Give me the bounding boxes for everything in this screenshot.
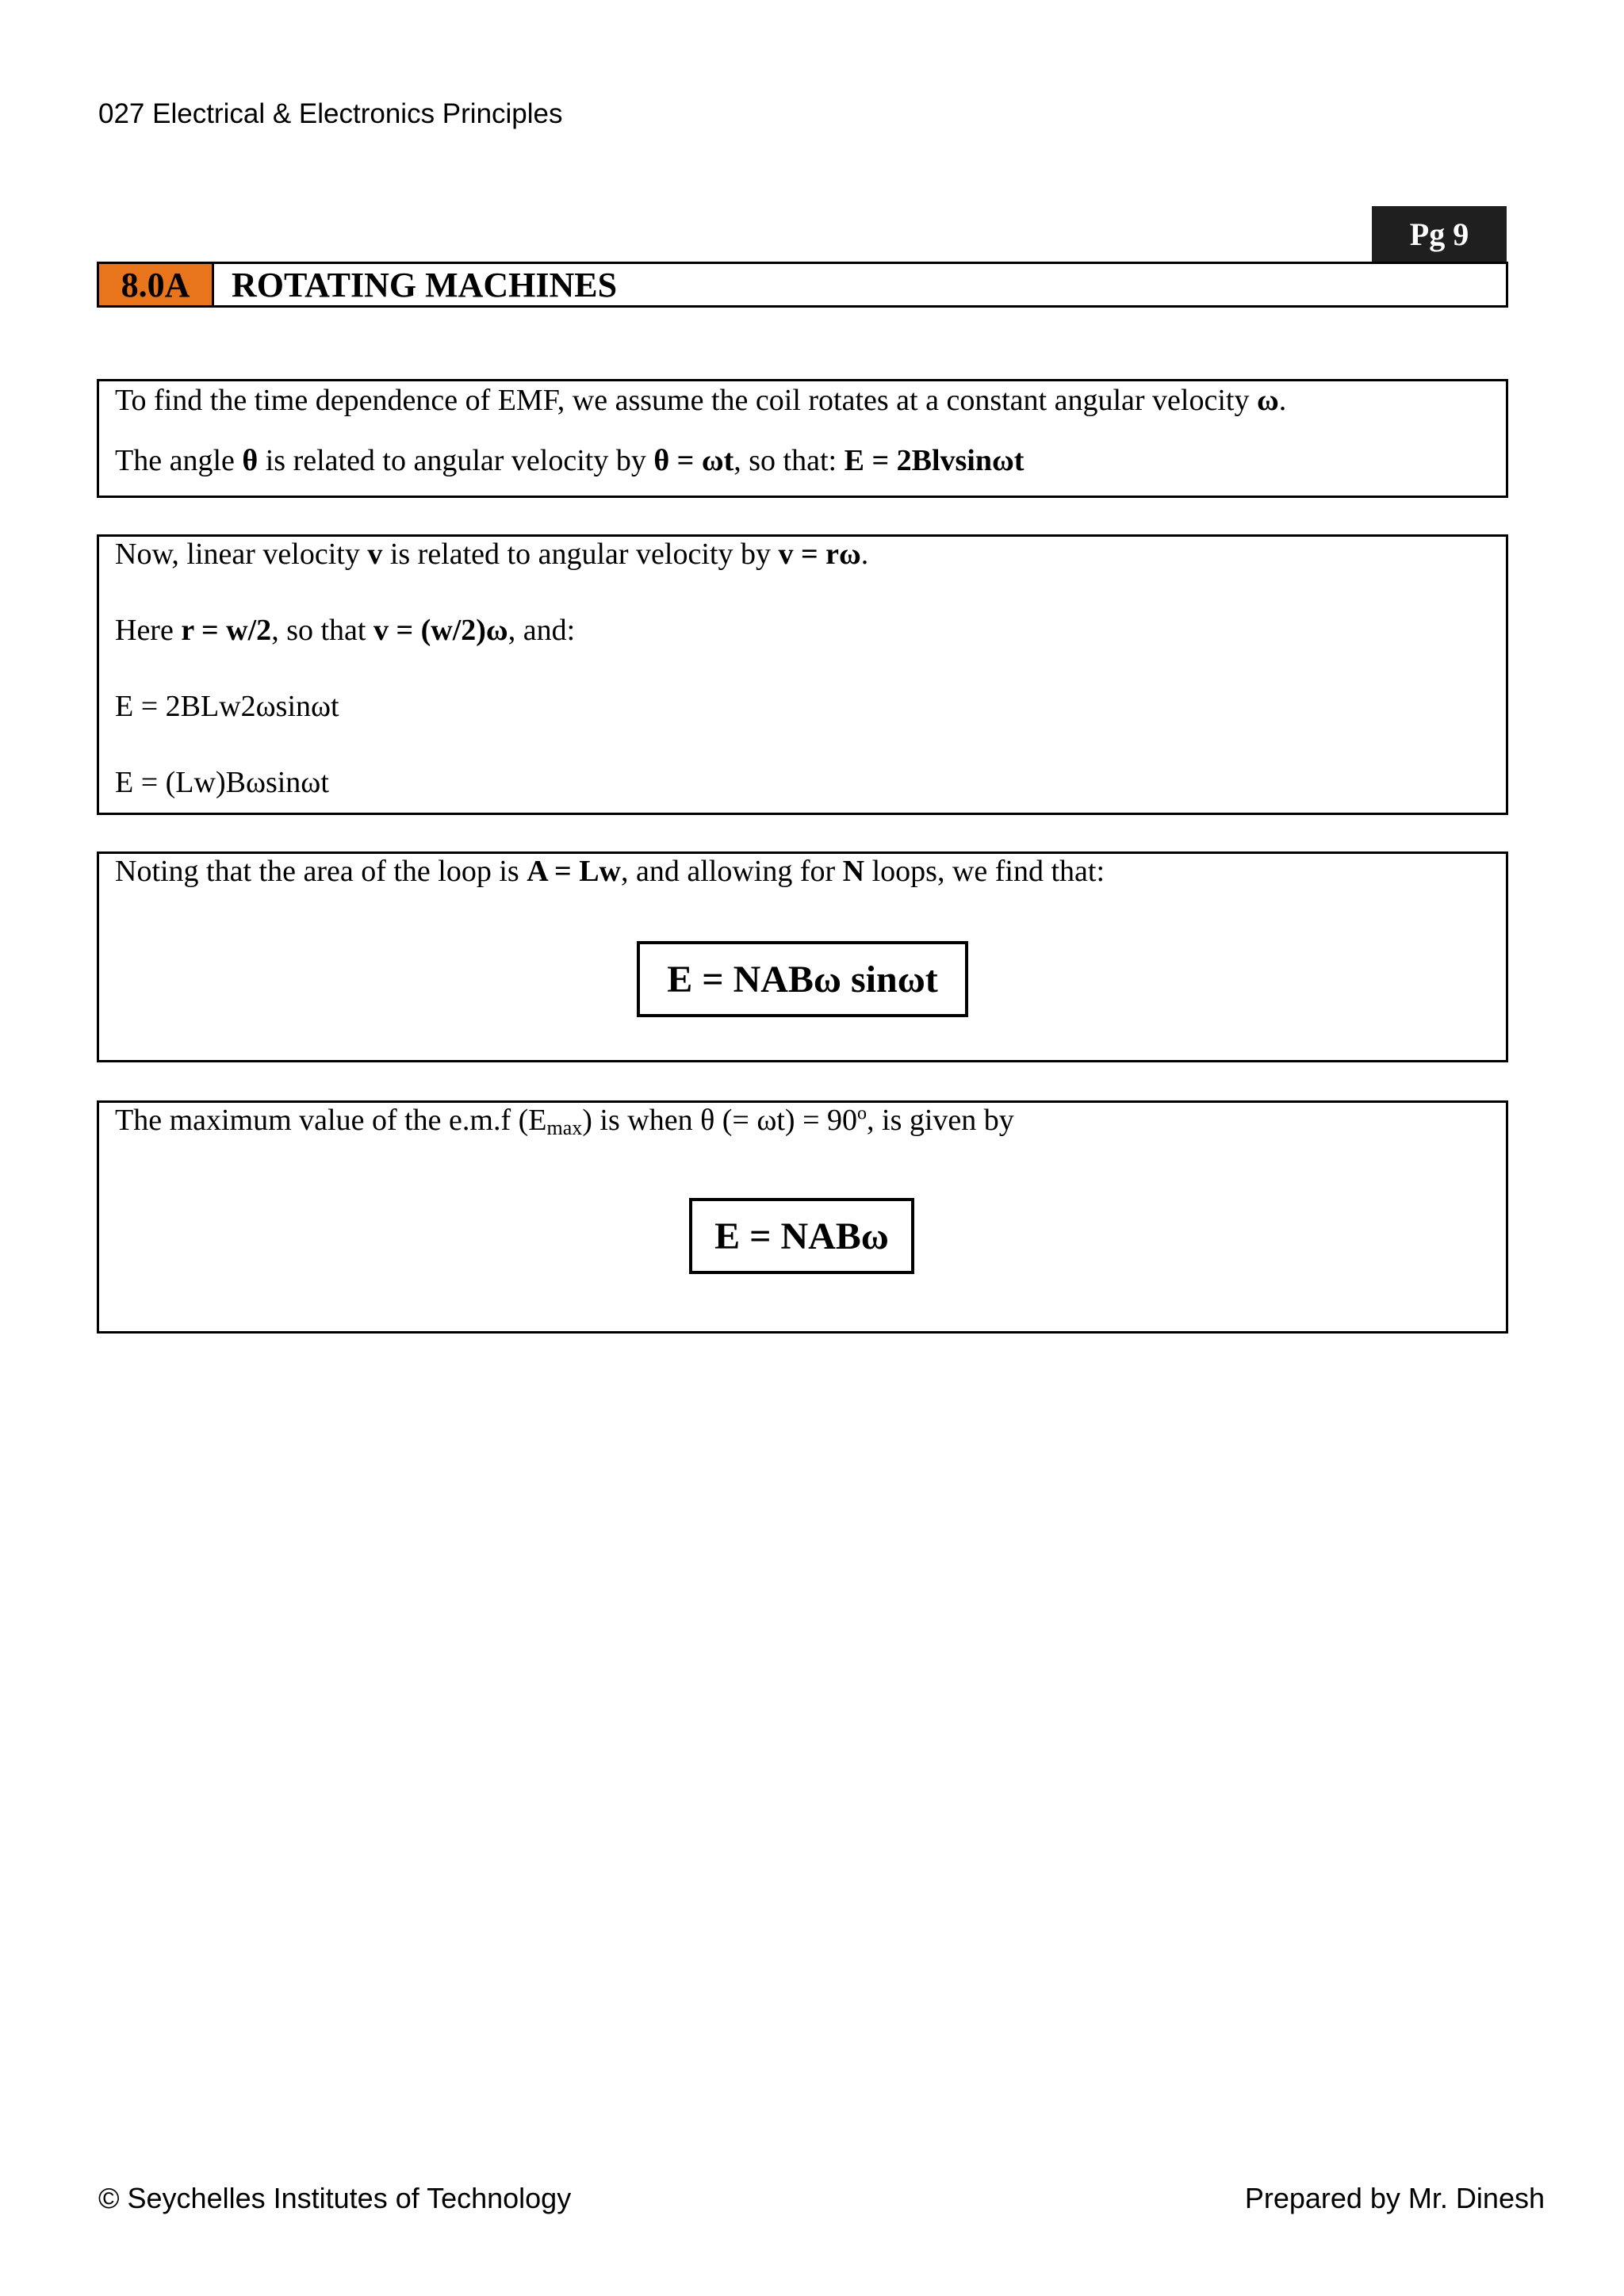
section-title: ROTATING MACHINES (232, 265, 618, 304)
footer-copyright: © Seychelles Institutes of Technology (98, 2182, 572, 2214)
linear-velocity-box (97, 534, 1508, 815)
course-title: 027 Electrical & Electronics Principles (98, 98, 563, 129)
footer-author: Prepared by Mr. Dinesh (1244, 2182, 1545, 2214)
box1-line2: The angle θ is related to angular velocity by θ = ωt, so that: E = 2Blvsinωt (115, 444, 1025, 477)
box4-line1: The maximum value of the e.m.f $(E_{max})$ is when θ (= $\omega t) = 90^o$, is given by (115, 1103, 1014, 1139)
area-loops-box (97, 851, 1508, 1062)
page-number-badge: Pg 9 (1372, 206, 1507, 262)
box3-line1: Noting that the area of the loop is A = Lw, and allowing for N loops, we find that: (115, 855, 1105, 888)
emf-time-dependence-box (97, 379, 1508, 498)
section-title-bar (97, 262, 1508, 308)
emf-equation-box: E = NABω sinωt (637, 941, 968, 1017)
box2-line1: Now, linear velocity v is related to angular velocity by v = rω. (115, 538, 869, 571)
box2-line2: Here r = w/2, so that v = (w/2)ω, and: (115, 614, 576, 647)
box1-line1: To find the time dependence of EMF, we assume the coil rotates at a constant angular velocity ω. (115, 384, 1287, 417)
max-emf-box (97, 1100, 1508, 1334)
section-number: 8.0A (99, 264, 214, 305)
box2-line4: E = (Lw)Bωsinωt (115, 766, 329, 799)
box2-line3: E = 2BLw2ωsinωt (115, 690, 339, 723)
max-emf-equation-box: E = NABω (689, 1198, 914, 1274)
